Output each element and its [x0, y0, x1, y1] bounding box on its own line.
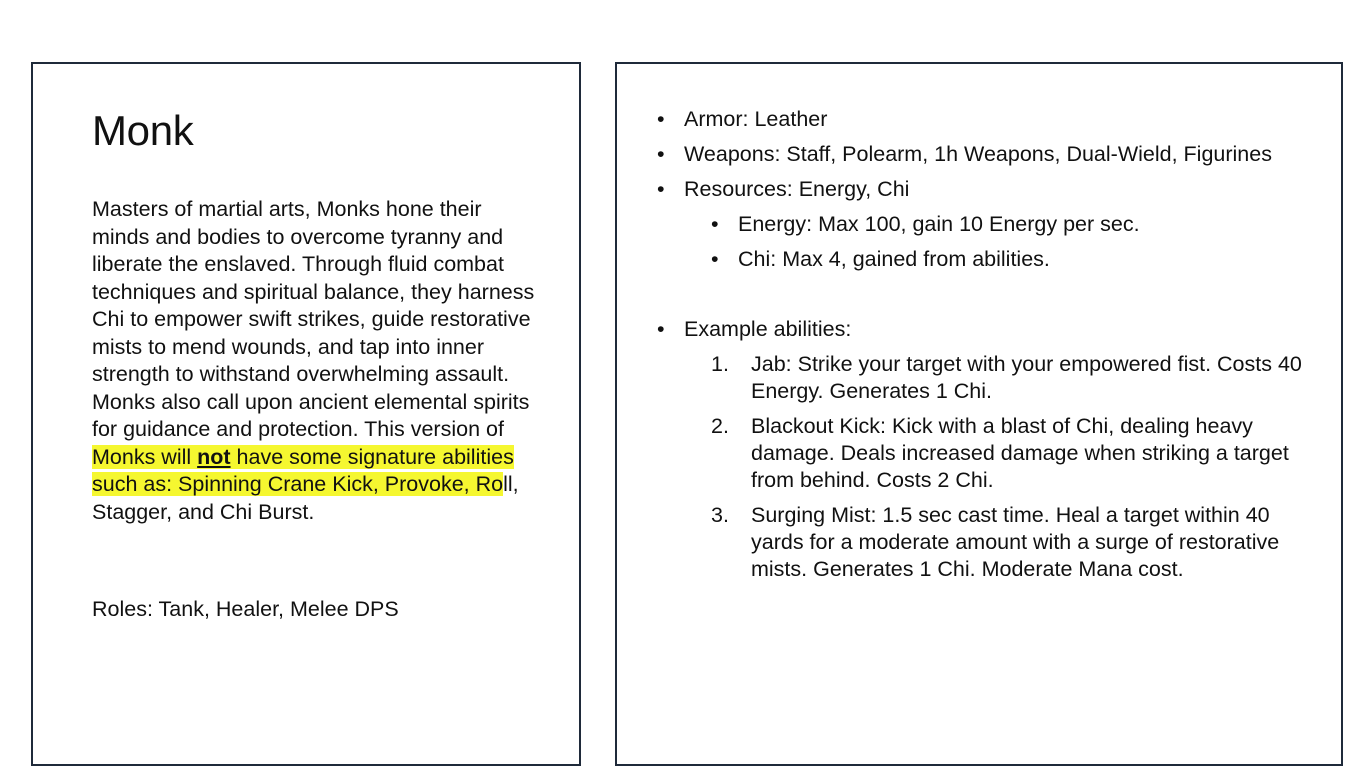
- bullet-icon: •: [711, 212, 719, 236]
- ability-item: [684, 413, 1317, 494]
- class-roles: Roles: Tank, Healer, Melee DPS: [92, 597, 399, 621]
- energy-text: Energy: Max 100, gain 10 Energy per sec.: [738, 212, 1140, 236]
- resources-item: [657, 176, 1317, 273]
- highlight-emphasis: not: [197, 444, 231, 469]
- ability-item: [684, 502, 1317, 583]
- ability-text: Jab: Strike your target with your empowered fist. Costs 40 Energy. Generates 1 Chi.: [751, 352, 1302, 403]
- armor-text: Armor: Leather: [684, 107, 828, 131]
- class-overview-panel: [31, 62, 581, 766]
- weapons-item: [657, 141, 1317, 168]
- resources-text: Resources: Energy, Chi: [684, 177, 910, 201]
- ability-text: Surging Mist: 1.5 sec cast time. Heal a target within 40 yards for a moderate amount with a surge of restorative mists. Generates 1 Chi. Moderate Mana cost.: [751, 503, 1280, 581]
- bullet-icon: •: [711, 247, 719, 271]
- details-list: [657, 106, 1317, 591]
- armor-item: [657, 106, 1317, 133]
- weapons-text: Weapons: Staff, Polearm, 1h Weapons, Dual-Wield, Figurines: [684, 142, 1272, 166]
- list-spacer: [657, 281, 1317, 316]
- class-title: Monk: [92, 107, 194, 154]
- resources-sublist: [684, 211, 1317, 273]
- class-details-panel: [615, 62, 1343, 766]
- abilities-list: [684, 351, 1317, 583]
- chi-item: [684, 246, 1317, 273]
- description-intro: Masters of martial arts, Monks hone their minds and bodies to overcome tyranny and liberate the enslaved. Through fluid combat techniques and spiritual balance, they harness Chi to empower swift strikes, guide restorative mists to mend wounds, and tap into inner strength to withstand overwhelming assault. Monks also call upon ancient elemental spirits for guidance and protection. This version of: [92, 197, 535, 441]
- ability-item: [684, 351, 1317, 405]
- highlight-part-1: Monks will: [92, 444, 198, 469]
- ability-number: 1.: [711, 352, 729, 376]
- bullet-icon: •: [657, 317, 665, 341]
- highlight-part-2: have some signature abilities such as: Spinning Crane Kick, Provoke, Ro: [92, 444, 514, 496]
- ability-number: 2.: [711, 414, 729, 438]
- bullet-icon: •: [657, 107, 665, 131]
- class-description: [92, 196, 537, 526]
- energy-item: [684, 211, 1317, 238]
- ability-text: Blackout Kick: Kick with a blast of Chi, dealing heavy damage. Deals increased damage when striking a target from behind. Costs 2 Chi.: [751, 414, 1289, 492]
- chi-text: Chi: Max 4, gained from abilities.: [738, 247, 1050, 271]
- abilities-heading: Example abilities:: [684, 317, 852, 341]
- bullet-icon: •: [657, 142, 665, 166]
- highlighted-text: [92, 445, 514, 497]
- ability-number: 3.: [711, 503, 729, 527]
- abilities-item: [657, 316, 1317, 583]
- description-end: ll, Stagger, and Chi Burst.: [92, 472, 519, 524]
- bullet-icon: •: [657, 177, 665, 201]
